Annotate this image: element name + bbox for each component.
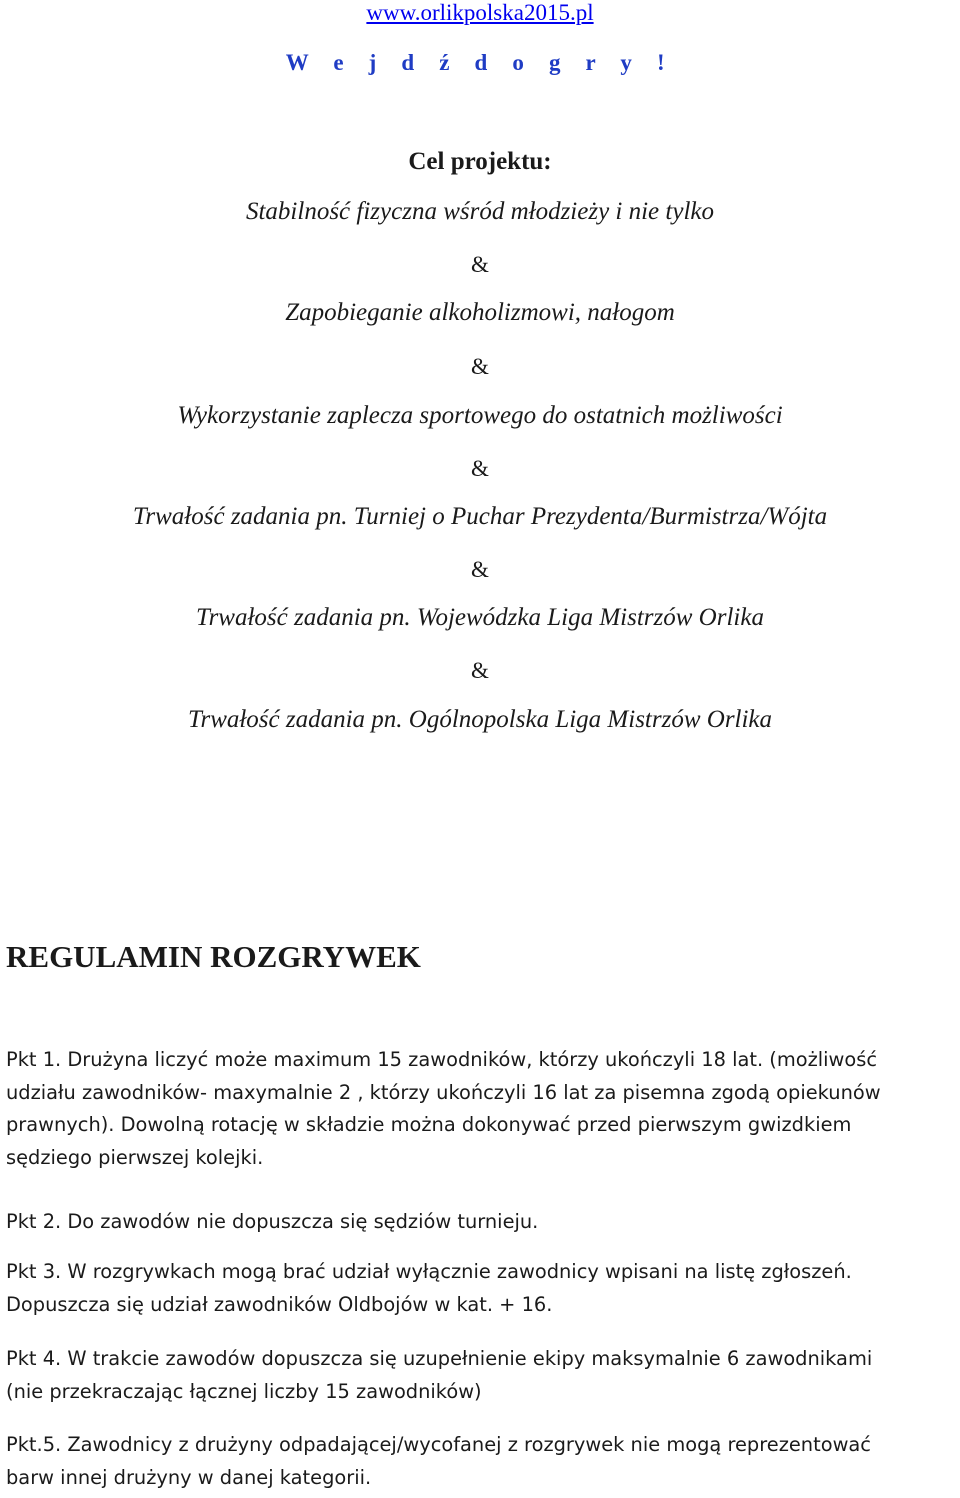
site-link-line (0, 0, 960, 26)
rule-item (6, 1429, 956, 1494)
rule-item (6, 1256, 956, 1321)
rule-item (6, 1343, 956, 1408)
regulations-title: REGULAMIN ROZGRYWEK (6, 939, 421, 974)
goal-item: Trwałość zadania pn. Ogólnopolska Liga Mistrzów Orlika (187, 706, 773, 733)
rule-line: sędziego pierwszej kolejki. (6, 1145, 264, 1169)
rule-item (6, 1206, 956, 1239)
rule-line: barw innej drużyny w danej kategorii. (6, 1465, 372, 1489)
goal-item: Wykorzystanie zaplecza sportowego do ostatnich możliwości (177, 402, 783, 429)
goal-separator: & (471, 252, 489, 277)
tagline: W e j d ź d o g r y ! (285, 50, 675, 75)
goal-separator: & (471, 658, 489, 683)
rule-item (6, 1044, 956, 1174)
goal-separator: & (471, 456, 489, 481)
rule-line: Dopuszcza się udział zawodników Oldbojów w kat. + 16. (6, 1292, 553, 1316)
rule-line: Pkt 4. W trakcie zawodów dopuszcza się uzupełnienie ekipy maksymalnie 6 zawodnikami (6, 1347, 873, 1370)
goal-item: Trwałość zadania pn. Turniej o Puchar Prezydenta/Burmistrza/Wójta (132, 503, 828, 530)
rule-line: Pkt.5. Zawodnicy z drużyny odpadającej/wycofanej z rozgrywek nie mogą reprezentować (6, 1433, 871, 1456)
rule-line: Pkt 2. Do zawodów nie dopuszcza się sędziów turnieju. (6, 1210, 539, 1233)
project-heading: Cel projektu: (408, 148, 552, 175)
goal-item: Stabilność fizyczna wśród młodzieży i nie tylko (245, 198, 714, 225)
site-link[interactable]: www.orlikpolska2015.pl (366, 0, 594, 25)
rule-line: (nie przekraczając łącznej liczby 15 zawodników) (6, 1379, 482, 1403)
rule-line: Pkt 1. Drużyna liczyć może maximum 15 zawodników, którzy ukończyli 18 lat. (możliwość (6, 1048, 878, 1071)
rule-line: prawnych). Dowolną rotację w składzie można dokonywać przed pierwszym gwizdkiem (6, 1113, 852, 1136)
goal-item: Trwałość zadania pn. Wojewódzka Liga Mistrzów Orlika (196, 604, 764, 631)
goal-separator: & (471, 354, 489, 379)
rule-line: Pkt 3. W rozgrywkach mogą brać udział wyłącznie zawodnicy wpisani na listę zgłoszeń. (6, 1260, 852, 1283)
goal-item: Zapobieganie alkoholizmowi, nałogom (285, 299, 675, 326)
rule-line: udziału zawodników- maxymalnie 2 , którzy ukończyli 16 lat za pisemna zgodą opiekunów (6, 1080, 881, 1104)
goal-separator: & (471, 557, 489, 582)
